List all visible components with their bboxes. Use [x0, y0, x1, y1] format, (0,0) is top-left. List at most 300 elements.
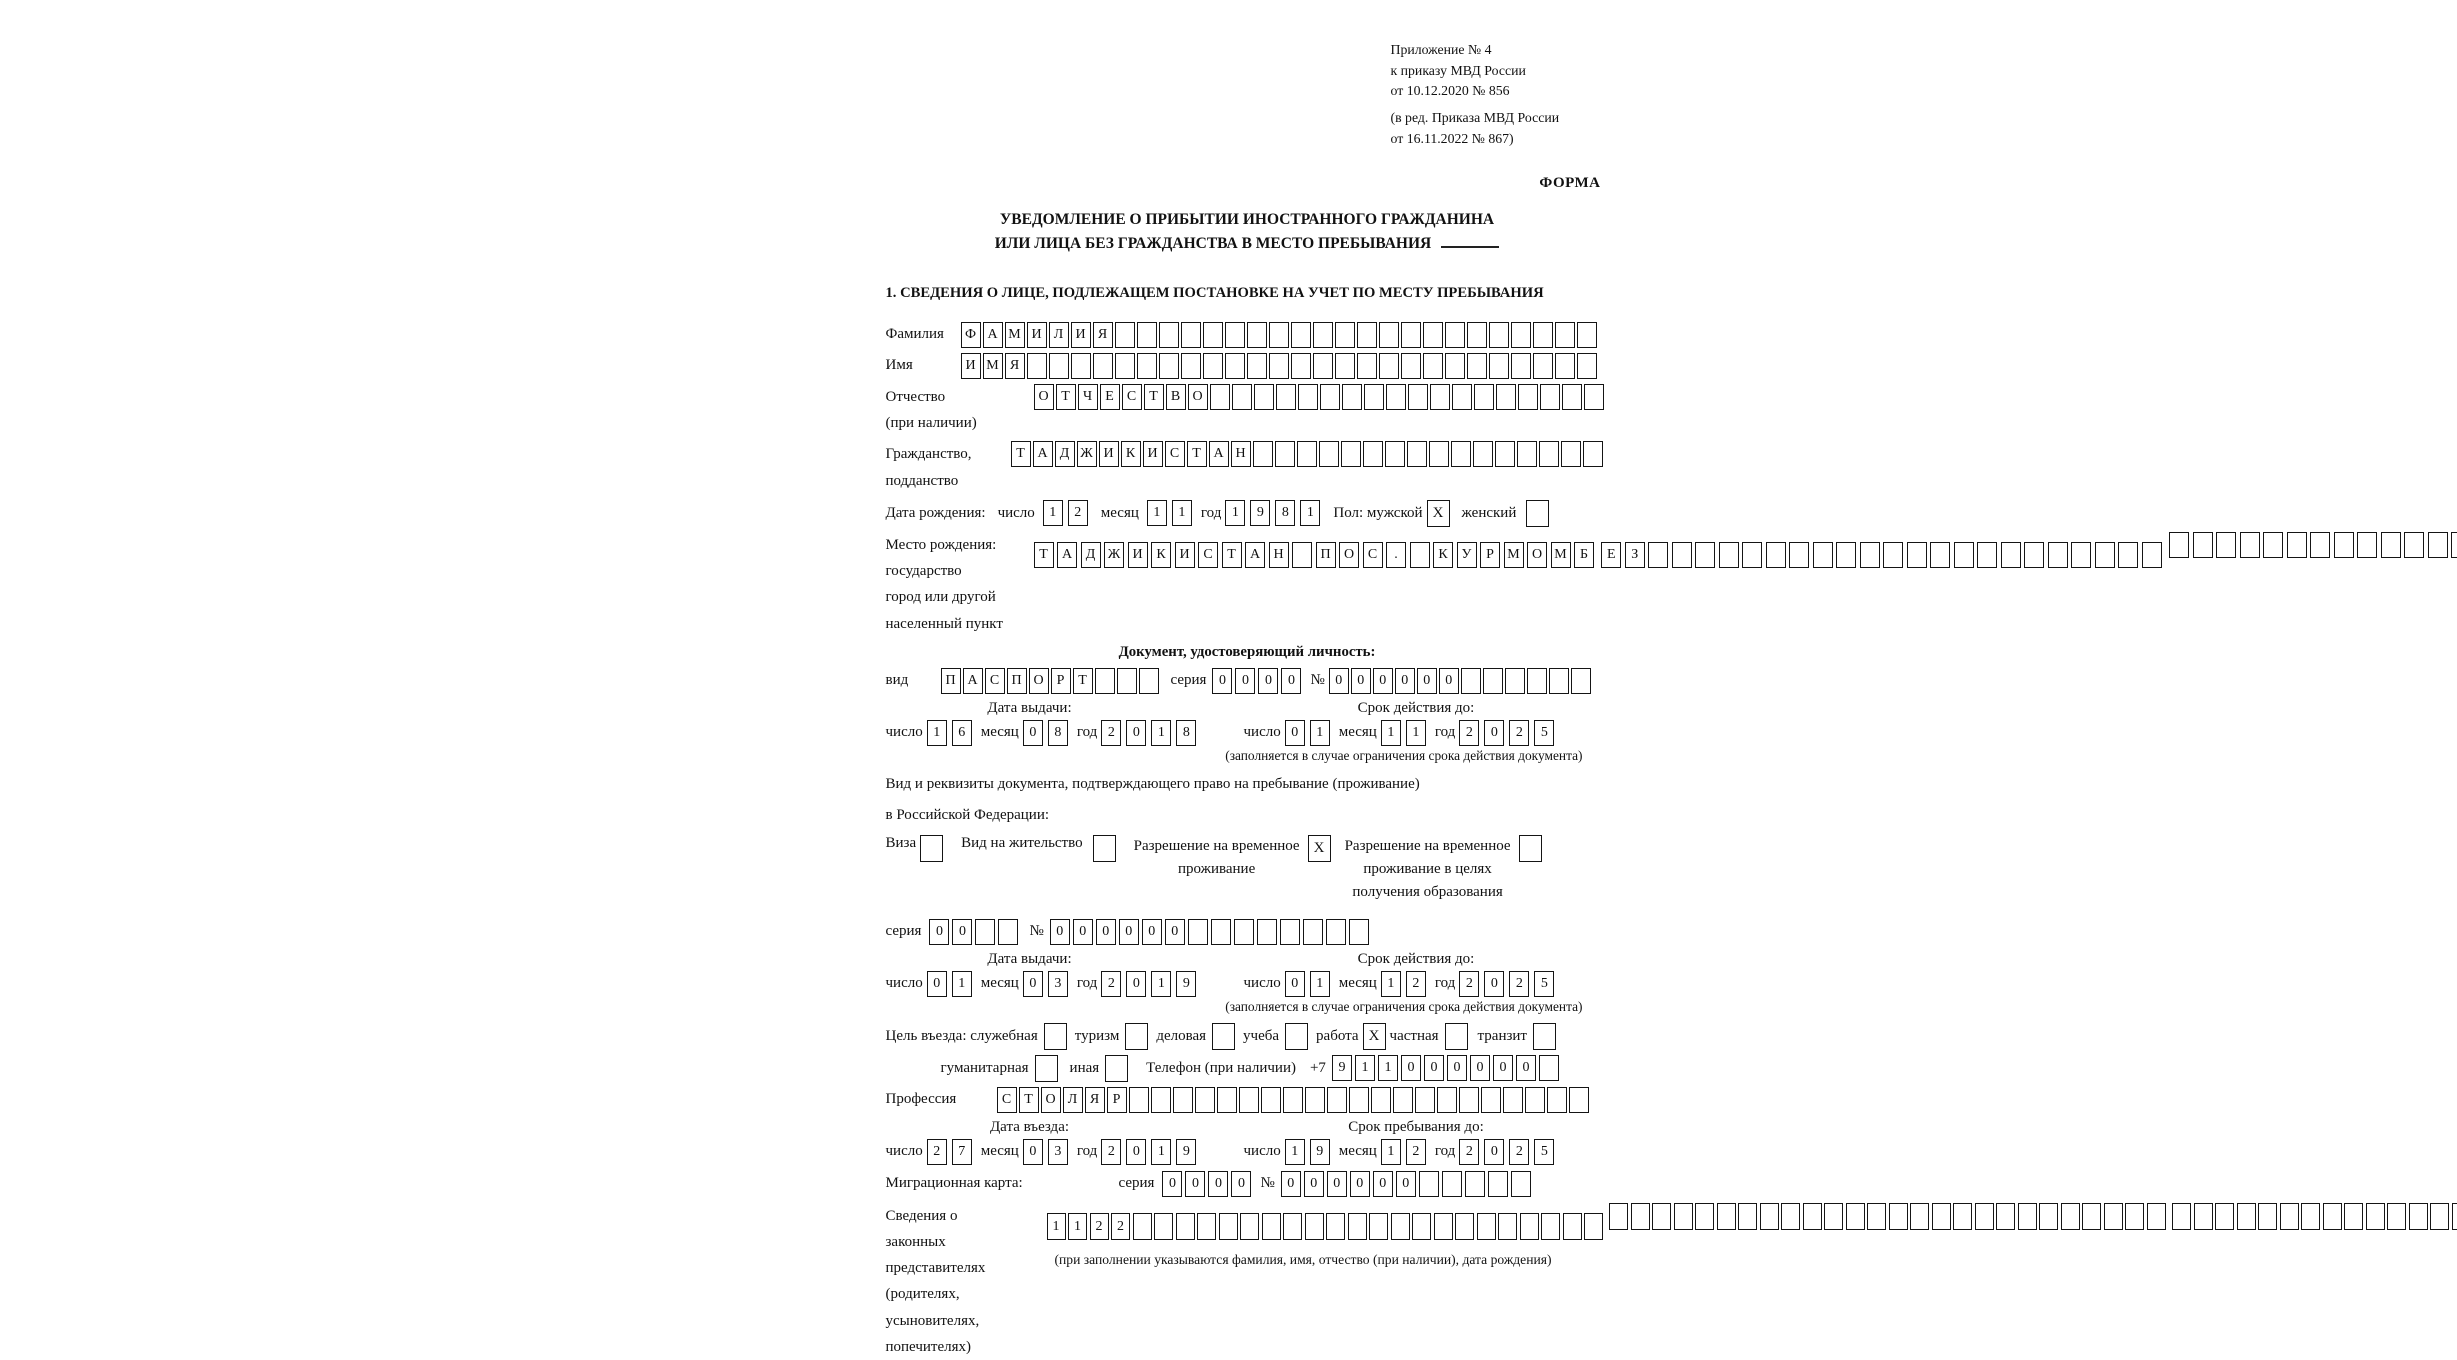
char-box[interactable]: 0	[1470, 1055, 1490, 1081]
char-box[interactable]: А	[983, 322, 1003, 348]
char-box[interactable]: 0	[1401, 1055, 1421, 1081]
char-box[interactable]	[1262, 1213, 1281, 1240]
char-box[interactable]	[1137, 322, 1157, 348]
char-box[interactable]: И	[961, 353, 981, 379]
char-box[interactable]: К	[1433, 542, 1453, 568]
char-box[interactable]: С	[1122, 384, 1142, 410]
char-box[interactable]: О	[1339, 542, 1359, 568]
char-box[interactable]	[1335, 322, 1355, 348]
char-box[interactable]: 0	[1395, 668, 1415, 694]
char-box[interactable]: О	[1034, 384, 1054, 410]
char-box[interactable]: 1	[1378, 1055, 1398, 1081]
char-box[interactable]	[1379, 353, 1399, 379]
char-box[interactable]	[1503, 1087, 1523, 1113]
char-box[interactable]	[2430, 1203, 2449, 1230]
char-box[interactable]	[1225, 353, 1245, 379]
char-box[interactable]	[1569, 1087, 1589, 1113]
char-box[interactable]: 2	[1101, 720, 1121, 746]
char-box[interactable]: 1	[1355, 1055, 1375, 1081]
char-box[interactable]	[2048, 542, 2068, 568]
char-box[interactable]	[1489, 353, 1509, 379]
char-box[interactable]	[1577, 353, 1597, 379]
char-box[interactable]: 2	[1111, 1213, 1130, 1240]
char-box[interactable]	[1423, 322, 1443, 348]
char-box[interactable]: 2	[1101, 1139, 1121, 1165]
char-box[interactable]: 1	[1381, 1139, 1401, 1165]
char-box[interactable]	[1498, 1213, 1517, 1240]
char-box[interactable]	[1467, 322, 1487, 348]
char-box[interactable]	[1419, 1171, 1439, 1197]
char-box[interactable]	[1442, 1171, 1462, 1197]
char-box[interactable]	[1291, 322, 1311, 348]
temp-edu-checkbox[interactable]	[1519, 835, 1542, 862]
char-box[interactable]	[2142, 542, 2162, 568]
char-box[interactable]: 0	[1142, 919, 1162, 945]
char-box[interactable]: Д	[1081, 542, 1101, 568]
char-box[interactable]	[2169, 532, 2189, 558]
char-box[interactable]	[1527, 668, 1547, 694]
char-box[interactable]: 5	[1534, 971, 1554, 997]
char-box[interactable]: 1	[1300, 500, 1320, 526]
char-box[interactable]: 2	[1406, 971, 1426, 997]
char-box[interactable]	[1803, 1203, 1822, 1230]
char-box[interactable]	[1505, 668, 1525, 694]
char-box[interactable]	[2001, 542, 2021, 568]
char-box[interactable]	[2404, 532, 2424, 558]
char-box[interactable]: О	[1527, 542, 1547, 568]
char-box[interactable]	[1319, 441, 1339, 467]
char-box[interactable]: 1	[952, 971, 972, 997]
char-box[interactable]: 0	[1281, 668, 1301, 694]
char-box[interactable]	[1511, 322, 1531, 348]
sex-female-checkbox[interactable]	[1526, 500, 1549, 527]
char-box[interactable]	[1232, 384, 1252, 410]
char-box[interactable]: 9	[1176, 971, 1196, 997]
char-box[interactable]	[1326, 1213, 1345, 1240]
char-box[interactable]	[1188, 919, 1208, 945]
char-box[interactable]	[2118, 542, 2138, 568]
char-box[interactable]	[1364, 384, 1384, 410]
char-box[interactable]: 0	[1351, 668, 1371, 694]
char-box[interactable]: 1	[1047, 1213, 1066, 1240]
char-box[interactable]	[1520, 1213, 1539, 1240]
char-box[interactable]	[1717, 1203, 1736, 1230]
char-box[interactable]	[2258, 1203, 2277, 1230]
char-box[interactable]	[1577, 322, 1597, 348]
char-box[interactable]: 0	[1484, 971, 1504, 997]
char-box[interactable]	[1071, 353, 1091, 379]
char-box[interactable]	[1511, 1171, 1531, 1197]
char-box[interactable]: К	[1151, 542, 1171, 568]
char-box[interactable]: З	[1625, 542, 1645, 568]
char-box[interactable]	[1137, 353, 1157, 379]
char-box[interactable]: 0	[1329, 668, 1349, 694]
char-box[interactable]: Т	[1073, 668, 1093, 694]
char-box[interactable]: 2	[1101, 971, 1121, 997]
char-box[interactable]	[1766, 542, 1786, 568]
char-box[interactable]	[2147, 1203, 2166, 1230]
char-box[interactable]: 0	[1023, 720, 1043, 746]
char-box[interactable]	[1257, 919, 1277, 945]
char-box[interactable]	[1159, 322, 1179, 348]
char-box[interactable]: 2	[1509, 971, 1529, 997]
char-box[interactable]	[1369, 1213, 1388, 1240]
char-box[interactable]	[1176, 1213, 1195, 1240]
char-box[interactable]	[1953, 1203, 1972, 1230]
char-box[interactable]	[1254, 384, 1274, 410]
char-box[interactable]	[1889, 1203, 1908, 1230]
char-box[interactable]	[1234, 919, 1254, 945]
char-box[interactable]: 0	[1185, 1171, 1205, 1197]
char-box[interactable]	[1276, 384, 1296, 410]
char-box[interactable]	[1283, 1213, 1302, 1240]
char-box[interactable]	[1247, 353, 1267, 379]
char-box[interactable]	[1631, 1203, 1650, 1230]
char-box[interactable]	[1481, 1087, 1501, 1113]
char-box[interactable]	[1412, 1213, 1431, 1240]
char-box[interactable]: И	[1027, 322, 1047, 348]
char-box[interactable]: 0	[1516, 1055, 1536, 1081]
char-box[interactable]	[1305, 1087, 1325, 1113]
char-box[interactable]: Т	[1011, 441, 1031, 467]
char-box[interactable]: П	[941, 668, 961, 694]
work-checkbox[interactable]: X	[1363, 1023, 1386, 1050]
char-box[interactable]	[1584, 1213, 1603, 1240]
char-box[interactable]	[1451, 441, 1471, 467]
char-box[interactable]: 1	[1310, 720, 1330, 746]
char-box[interactable]	[1341, 441, 1361, 467]
char-box[interactable]: П	[1007, 668, 1027, 694]
char-box[interactable]	[1247, 322, 1267, 348]
char-box[interactable]	[1349, 1087, 1369, 1113]
char-box[interactable]	[1452, 384, 1472, 410]
char-box[interactable]: Т	[1144, 384, 1164, 410]
humanitarian-checkbox[interactable]	[1035, 1055, 1058, 1082]
char-box[interactable]	[1483, 668, 1503, 694]
char-box[interactable]: А	[963, 668, 983, 694]
char-box[interactable]	[1695, 542, 1715, 568]
char-box[interactable]	[1291, 353, 1311, 379]
char-box[interactable]	[2263, 532, 2283, 558]
char-box[interactable]	[1203, 353, 1223, 379]
char-box[interactable]: 2	[1459, 1139, 1479, 1165]
char-box[interactable]	[1674, 1203, 1693, 1230]
char-box[interactable]: И	[1099, 441, 1119, 467]
char-box[interactable]: 0	[1126, 720, 1146, 746]
char-box[interactable]	[1525, 1087, 1545, 1113]
char-box[interactable]	[1342, 384, 1362, 410]
char-box[interactable]: О	[1041, 1087, 1061, 1113]
char-box[interactable]: О	[1188, 384, 1208, 410]
char-box[interactable]	[1437, 1087, 1457, 1113]
tourism-checkbox[interactable]	[1125, 1023, 1148, 1050]
char-box[interactable]: 0	[1281, 1171, 1301, 1197]
char-box[interactable]	[1824, 1203, 1843, 1230]
char-box[interactable]	[2125, 1203, 2144, 1230]
char-box[interactable]	[1211, 919, 1231, 945]
char-box[interactable]	[2387, 1203, 2406, 1230]
char-box[interactable]	[1423, 353, 1443, 379]
char-box[interactable]	[1283, 1087, 1303, 1113]
char-box[interactable]	[2357, 532, 2377, 558]
char-box[interactable]: Ж	[1077, 441, 1097, 467]
char-box[interactable]: Ф	[961, 322, 981, 348]
char-box[interactable]: 0	[1373, 668, 1393, 694]
char-box[interactable]	[1738, 1203, 1757, 1230]
char-box[interactable]	[1996, 1203, 2015, 1230]
char-box[interactable]	[1648, 542, 1668, 568]
char-box[interactable]: Я	[1005, 353, 1025, 379]
char-box[interactable]	[1095, 668, 1115, 694]
char-box[interactable]	[1549, 668, 1569, 694]
char-box[interactable]: 0	[1073, 919, 1093, 945]
char-box[interactable]	[1173, 1087, 1193, 1113]
char-box[interactable]	[1930, 542, 1950, 568]
char-box[interactable]	[1253, 441, 1273, 467]
char-box[interactable]	[2366, 1203, 2385, 1230]
business-checkbox[interactable]	[1212, 1023, 1235, 1050]
char-box[interactable]	[1860, 542, 1880, 568]
char-box[interactable]	[1455, 1213, 1474, 1240]
char-box[interactable]	[1883, 542, 1903, 568]
char-box[interactable]	[1181, 353, 1201, 379]
char-box[interactable]	[1225, 322, 1245, 348]
char-box[interactable]: 0	[927, 971, 947, 997]
char-box[interactable]: 0	[1327, 1171, 1347, 1197]
char-box[interactable]: Т	[1056, 384, 1076, 410]
char-box[interactable]	[1415, 1087, 1435, 1113]
char-box[interactable]	[1555, 353, 1575, 379]
sex-male-checkbox[interactable]: X	[1427, 500, 1450, 527]
char-box[interactable]	[1326, 919, 1346, 945]
char-box[interactable]	[1115, 322, 1135, 348]
char-box[interactable]	[998, 919, 1018, 945]
char-box[interactable]	[1518, 384, 1538, 410]
char-box[interactable]: .	[1386, 542, 1406, 568]
char-box[interactable]: 7	[952, 1139, 972, 1165]
char-box[interactable]	[1407, 441, 1427, 467]
char-box[interactable]: П	[1316, 542, 1336, 568]
char-box[interactable]: К	[1121, 441, 1141, 467]
char-box[interactable]: М	[1504, 542, 1524, 568]
char-box[interactable]: Н	[1231, 441, 1251, 467]
char-box[interactable]: Ч	[1078, 384, 1098, 410]
char-box[interactable]: 6	[952, 720, 972, 746]
char-box[interactable]	[1133, 1213, 1152, 1240]
char-box[interactable]	[1349, 919, 1369, 945]
char-box[interactable]: Л	[1063, 1087, 1083, 1113]
char-box[interactable]: 0	[1023, 1139, 1043, 1165]
char-box[interactable]: 1	[1172, 500, 1192, 526]
char-box[interactable]: 0	[1493, 1055, 1513, 1081]
char-box[interactable]	[1571, 668, 1591, 694]
char-box[interactable]: С	[1198, 542, 1218, 568]
char-box[interactable]	[1217, 1087, 1237, 1113]
char-box[interactable]	[1533, 353, 1553, 379]
char-box[interactable]: 0	[1396, 1171, 1416, 1197]
char-box[interactable]	[975, 919, 995, 945]
char-box[interactable]: Б	[1574, 542, 1594, 568]
char-box[interactable]: Т	[1019, 1087, 1039, 1113]
char-box[interactable]	[2104, 1203, 2123, 1230]
char-box[interactable]: 1	[1147, 500, 1167, 526]
char-box[interactable]	[1742, 542, 1762, 568]
char-box[interactable]	[1533, 322, 1553, 348]
char-box[interactable]	[1357, 322, 1377, 348]
char-box[interactable]: 0	[1424, 1055, 1444, 1081]
char-box[interactable]	[1430, 384, 1450, 410]
char-box[interactable]: 2	[1406, 1139, 1426, 1165]
char-box[interactable]: Р	[1480, 542, 1500, 568]
transit-checkbox[interactable]	[1533, 1023, 1556, 1050]
char-box[interactable]	[1313, 322, 1333, 348]
char-box[interactable]: 2	[1068, 500, 1088, 526]
char-box[interactable]	[1219, 1213, 1238, 1240]
char-box[interactable]	[1977, 542, 1997, 568]
char-box[interactable]: С	[997, 1087, 1017, 1113]
char-box[interactable]	[2193, 532, 2213, 558]
char-box[interactable]: А	[1245, 542, 1265, 568]
char-box[interactable]: 3	[1048, 971, 1068, 997]
char-box[interactable]	[2451, 532, 2457, 558]
char-box[interactable]	[1477, 1213, 1496, 1240]
other-checkbox[interactable]	[1105, 1055, 1128, 1082]
char-box[interactable]	[1496, 384, 1516, 410]
char-box[interactable]: Д	[1055, 441, 1075, 467]
char-box[interactable]: О	[1029, 668, 1049, 694]
char-box[interactable]	[2240, 532, 2260, 558]
char-box[interactable]	[1445, 353, 1465, 379]
char-box[interactable]	[1562, 384, 1582, 410]
char-box[interactable]	[1719, 542, 1739, 568]
char-box[interactable]: 0	[1439, 668, 1459, 694]
char-box[interactable]	[1093, 353, 1113, 379]
char-box[interactable]	[2095, 542, 2115, 568]
char-box[interactable]	[1117, 668, 1137, 694]
char-box[interactable]	[2024, 542, 2044, 568]
char-box[interactable]	[1813, 542, 1833, 568]
char-box[interactable]: Е	[1601, 542, 1621, 568]
char-box[interactable]	[1154, 1213, 1173, 1240]
char-box[interactable]	[1139, 668, 1159, 694]
char-box[interactable]	[1371, 1087, 1391, 1113]
char-box[interactable]	[1539, 1055, 1559, 1081]
char-box[interactable]	[2082, 1203, 2101, 1230]
char-box[interactable]: 1	[1381, 720, 1401, 746]
char-box[interactable]	[1672, 542, 1692, 568]
char-box[interactable]	[1910, 1203, 1929, 1230]
char-box[interactable]	[1410, 542, 1430, 568]
char-box[interactable]	[1429, 441, 1449, 467]
char-box[interactable]: 1	[1406, 720, 1426, 746]
char-box[interactable]	[2428, 532, 2448, 558]
char-box[interactable]	[1541, 1213, 1560, 1240]
char-box[interactable]	[2381, 532, 2401, 558]
char-box[interactable]	[1511, 353, 1531, 379]
char-box[interactable]: 9	[1332, 1055, 1352, 1081]
char-box[interactable]: Р	[1051, 668, 1071, 694]
char-box[interactable]	[1540, 384, 1560, 410]
char-box[interactable]: 1	[1068, 1213, 1087, 1240]
char-box[interactable]	[1298, 384, 1318, 410]
char-box[interactable]	[1789, 542, 1809, 568]
char-box[interactable]: Т	[1034, 542, 1054, 568]
char-box[interactable]	[1379, 322, 1399, 348]
char-box[interactable]: 2	[1090, 1213, 1109, 1240]
char-box[interactable]	[1297, 441, 1317, 467]
char-box[interactable]: 0	[1484, 720, 1504, 746]
char-box[interactable]: 0	[1235, 668, 1255, 694]
char-box[interactable]	[1385, 441, 1405, 467]
char-box[interactable]: М	[1551, 542, 1571, 568]
char-box[interactable]: 2	[1509, 1139, 1529, 1165]
char-box[interactable]	[1303, 919, 1323, 945]
char-box[interactable]	[1932, 1203, 1951, 1230]
char-box[interactable]	[2287, 532, 2307, 558]
char-box[interactable]	[1907, 542, 1927, 568]
char-box[interactable]	[1445, 322, 1465, 348]
char-box[interactable]	[2301, 1203, 2320, 1230]
char-box[interactable]	[1760, 1203, 1779, 1230]
char-box[interactable]	[1357, 353, 1377, 379]
char-box[interactable]	[1695, 1203, 1714, 1230]
char-box[interactable]	[1584, 384, 1604, 410]
char-box[interactable]: 0	[1096, 919, 1116, 945]
char-box[interactable]: 0	[1126, 971, 1146, 997]
char-box[interactable]	[1327, 1087, 1347, 1113]
private-checkbox[interactable]	[1445, 1023, 1468, 1050]
char-box[interactable]	[1240, 1213, 1259, 1240]
char-box[interactable]: Ж	[1104, 542, 1124, 568]
char-box[interactable]	[1474, 384, 1494, 410]
char-box[interactable]: 8	[1275, 500, 1295, 526]
char-box[interactable]	[1583, 441, 1603, 467]
char-box[interactable]: И	[1071, 322, 1091, 348]
char-box[interactable]	[1151, 1087, 1171, 1113]
char-box[interactable]: 2	[1459, 720, 1479, 746]
char-box[interactable]: Н	[1269, 542, 1289, 568]
study-checkbox[interactable]	[1285, 1023, 1308, 1050]
char-box[interactable]: 1	[1310, 971, 1330, 997]
char-box[interactable]: 5	[1534, 720, 1554, 746]
char-box[interactable]	[2172, 1203, 2191, 1230]
char-box[interactable]: Я	[1085, 1087, 1105, 1113]
char-box[interactable]: И	[1175, 542, 1195, 568]
char-box[interactable]: С	[1363, 542, 1383, 568]
char-box[interactable]: 0	[1208, 1171, 1228, 1197]
official-checkbox[interactable]	[1044, 1023, 1067, 1050]
char-box[interactable]: И	[1143, 441, 1163, 467]
char-box[interactable]	[2452, 1203, 2457, 1230]
char-box[interactable]	[1465, 1171, 1485, 1197]
char-box[interactable]	[1781, 1203, 1800, 1230]
char-box[interactable]: 0	[1162, 1171, 1182, 1197]
char-box[interactable]	[1401, 353, 1421, 379]
char-box[interactable]: 0	[1484, 1139, 1504, 1165]
char-box[interactable]: 0	[952, 919, 972, 945]
char-box[interactable]	[2061, 1203, 2080, 1230]
temp-residence-checkbox[interactable]: X	[1308, 835, 1331, 862]
char-box[interactable]	[2194, 1203, 2213, 1230]
char-box[interactable]: 1	[1151, 971, 1171, 997]
char-box[interactable]	[1313, 353, 1333, 379]
char-box[interactable]	[1348, 1213, 1367, 1240]
char-box[interactable]	[1555, 322, 1575, 348]
char-box[interactable]: С	[1165, 441, 1185, 467]
char-box[interactable]: 0	[1304, 1171, 1324, 1197]
char-box[interactable]: Я	[1093, 322, 1113, 348]
char-box[interactable]	[1489, 322, 1509, 348]
